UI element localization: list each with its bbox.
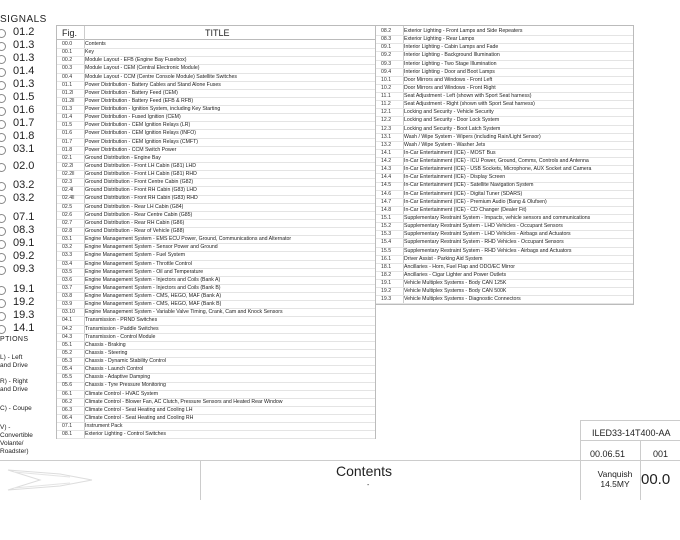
figure-number: 05.6 [62,382,73,389]
signals-heading: SIGNALS [0,14,47,25]
figure-number: 03.2 [62,244,73,251]
figure-title: Vehicle Multiplex Systems - Body CAN 125K [404,280,507,287]
figure-title: Power Distribution - Battery Feed (EFB & RFB) [85,97,194,104]
figure-title: Ground Distribution - Front RH Cabin (G83) LHD [85,187,197,194]
figure-title: Module Layout - EFB (Engine Bay Fusebox) [85,57,187,64]
figure-number: 01.3 [62,106,73,113]
figure-number: 01.7 [62,138,73,145]
signal-number: 03.2 [13,179,35,191]
signal-bullet-icon [0,107,6,116]
figure-title: Wash / Wipe System - Washer Jets [404,141,486,148]
figure-title: Climate Control - Seat Heating and Cooling RH [85,414,194,421]
figure-number: 09.1 [381,44,392,51]
figure-number: 10.2 [381,84,392,91]
figure-number: 03.5 [62,268,73,275]
figure-number: 15.5 [381,247,392,254]
figure-title: Exterior Lighting - Control Switches [85,431,167,438]
signal-number: 01.7 [13,117,35,129]
signal-bullet-icon [0,182,6,191]
signal-bullet-icon [0,240,6,249]
figure-number: 10.1 [381,76,392,83]
figure-title: Engine Management System - Oil and Temperature [85,268,204,275]
figure-title: Climate Control - HVAC System [85,390,159,397]
figure-title: Power Distribution - Fused Ignition (CEM) [85,114,181,121]
figure-title: Transmission - Control Module [85,333,156,340]
figure-title: Power Distribution - Ignition System, including Key Starting [85,106,221,113]
figure-title: Key [85,49,94,56]
version-number: 00.06.51 [590,449,626,459]
figure-number: 03.4 [62,260,73,267]
figure-number: 01.1 [62,81,73,88]
signal-number: 02.0 [13,160,35,172]
figure-title: Power Distribution - CEM Ignition Relays (CMFT) [85,138,198,145]
figure-number: 02.2ll [62,171,75,178]
figure-number: 02.4l [62,187,74,194]
figure-number: 07.1 [62,423,73,430]
figure-number: 09.2 [381,52,392,59]
figure-title: Ground Distribution - Front LH Cabin (G81) RHD [85,171,197,178]
figure-number: 15.3 [381,231,392,238]
signal-number: 01.3 [13,78,35,90]
figure-title: Supplementary Restraint System - RHD Vehicles - Airbags and Actuators [404,247,572,254]
figure-title: Engine Management System - Injectors and Coils (Bank B) [85,284,221,291]
figure-title: Chassis - Braking [85,341,126,348]
figure-title: Engine Management System - Sensor Power and Ground [85,244,218,251]
figure-number: 01.2l [62,89,74,96]
figure-number: 03.3 [62,252,73,259]
figure-number: 05.5 [62,374,73,381]
figure-title: Interior Lighting - Two Stage Illumination [404,60,497,67]
figure-number: 14.4 [381,174,392,181]
figure-number: 09.3 [381,60,392,67]
figure-number: 02.1 [62,154,73,161]
page-title: Contents [336,463,393,479]
figure-number: 03.6 [62,276,73,283]
signal-number: 19.2 [13,296,35,308]
signal-bullet-icon [0,94,6,103]
fig-column-header: Fig. [62,28,78,38]
figure-number: 01.2ll [62,97,75,104]
figure-number: 02.7 [62,219,73,226]
figure-title: Interior Lighting - Cabin Lamps and Fade [404,44,499,51]
figure-number: 00.1 [62,49,73,56]
figure-number: 14.8 [381,206,392,213]
signal-bullet-icon [0,55,6,64]
title-column-header: TITLE [205,28,230,38]
signal-bullet-icon [0,146,6,155]
figure-title: Chassis - Adaptive Damping [85,374,151,381]
signal-bullet-icon [0,68,6,77]
signal-number: 14.1 [13,322,35,334]
figure-title: Power Distribution - Battery Feed (CEM) [85,89,178,96]
figure-number: 14.7 [381,198,392,205]
figure-number: 11.1 [381,93,391,100]
figure-title: Exterior Lighting - Rear Lamps [404,36,475,43]
figure-title: Transmission - PRND Switches [85,317,158,324]
model-name: Vanquish [597,469,633,479]
figure-title: Ground Distribution - Front RH Cabin (G83) RHD [85,195,198,202]
signal-bullet-icon [0,81,6,90]
figure-title: In-Car Entertainment (ICE) - USB Sockets, Microphone, AUX Socket and Camera [404,166,592,173]
signal-number: 09.3 [13,263,35,275]
figure-number: 01.5 [62,122,73,129]
figure-title: Seat Adjustment - Right (shown with Sport Seat harness) [404,101,535,108]
figure-number: 02.6 [62,211,73,218]
page-title-dash: - [367,482,370,489]
option-line: C) - Coupe [0,405,32,412]
figure-title: Ancillaries - Cigar Lighter and Power Outlets [404,271,507,278]
figure-number: 05.1 [62,341,73,348]
figure-title: In-Car Entertainment (ICE) - Display Screen [404,174,506,181]
figure-number: 12.1 [381,109,392,116]
option-item [0,405,32,413]
figure-title: Contents [85,41,106,47]
figure-number: 14.5 [381,182,392,189]
figure-number: 08.1 [62,431,73,438]
signal-number: 01.8 [13,130,35,142]
figure-title: Locking and Security - Boot Latch System [404,125,501,132]
figure-number: 01.4 [62,114,73,121]
model-info [594,469,636,489]
figure-title: Module Layout - CEM (Central Electronic Module) [85,65,200,72]
signal-bullet-icon [0,312,6,321]
table-row[interactable] [57,430,375,439]
signal-bullet-icon [0,120,6,129]
signal-number: 08.3 [13,224,35,236]
figure-number: 08.3 [381,36,392,43]
signal-bullet-icon [0,227,6,236]
figure-number: 01.8 [62,146,73,153]
option-line: V) - [0,424,11,431]
option-line: Convertible [0,432,33,439]
figure-title: In-Car Entertainment (ICE) - Premium Audio (Bang & Olufsen) [404,198,547,205]
figure-title: Door Mirrors and Windows - Front Left [404,76,493,83]
figure-title: Climate Control - Blower Fan, AC Clutch, Pressure Sensors and Heated Rear Window [85,398,283,405]
figure-number: 19.1 [381,280,392,287]
figure-title: Locking and Security - Door Lock System [404,117,500,124]
signal-bullet-icon [0,325,6,334]
signal-number: 19.1 [13,283,35,295]
figure-title: Supplementary Restraint System - RHD Vehicles - Occupant Sensors [404,239,564,246]
figure-title: Interior Lighting - Background Illumination [404,52,500,59]
figure-number: 04.3 [62,333,73,340]
option-item [0,440,29,456]
figure-title: Transmission - Paddle Switches [85,325,159,332]
figure-number: 08.2 [381,28,392,34]
options-heading: PTIONS [0,336,29,343]
figure-title: In-Car Entertainment (ICE) - ICU Power, Ground, Comms, Controls and Antenna [404,158,589,165]
signal-number: 09.1 [13,237,35,249]
signal-bullet-icon [0,299,6,308]
figure-number: 13.1 [381,133,392,140]
figure-number: 06.2 [62,398,73,405]
figure-number: 00.4 [62,73,73,80]
figure-number: 02.5 [62,203,73,210]
figure-title: Supplementary Restraint System - LHD Vehicles - Occupant Sensors [404,223,563,230]
figure-title: In-Car Entertainment (ICE) - Digital Tuner (SDARS) [404,190,523,197]
signal-number: 01.3 [13,39,35,51]
figure-number: 18.2 [381,271,392,278]
figure-title: Engine Management System - CMS, HEGO, MAF (Bank A) [85,293,222,300]
figure-number: 12.3 [381,125,392,132]
figure-number: 14.2 [381,158,392,165]
signal-bullet-icon [0,29,6,38]
option-item [0,378,28,394]
figure-title: Engine Management System - Injectors and Coils (Bank A) [85,276,221,283]
figure-title: Engine Management System - CMS, HEGO, MAF (Bank B) [85,301,222,308]
figure-number: 04.2 [62,325,73,332]
figure-title: Driver Assist - Parking Aid System [404,255,483,262]
figure-number: 05.2 [62,349,73,356]
signal-bullet-icon [0,286,6,295]
figure-number: 19.3 [381,296,392,303]
figure-number: 16.1 [381,255,392,262]
signal-number: 07.1 [13,211,35,223]
figure-number: 15.4 [381,239,392,246]
signal-bullet-icon [0,163,6,172]
option-line: Volante/ [0,440,24,447]
figure-number: 02.4ll [62,195,75,202]
figure-number: 02.8 [62,227,73,234]
signal-bullet-icon [0,253,6,262]
figure-title: Climate Control - Seat Heating and Cooling LH [85,406,193,413]
figure-title: Engine Management System - Fuel System [85,252,186,259]
figure-title: In-Car Entertainment (ICE) - CD Changer (Dealer Fit) [404,206,527,213]
figure-number: 12.2 [381,117,392,124]
option-line: and Drive [0,386,28,393]
signal-number: 03.2 [13,192,35,204]
contents-table-left [56,25,376,439]
figure-number: 18.1 [381,263,392,270]
signal-number: 03.1 [13,143,35,155]
figure-title: Chassis - Tyre Pressure Monitoring [85,382,166,389]
figure-title: Vehicle Multiplex Systems - Body CAN 500K [404,288,507,295]
figure-title: Interior Lighting - Door and Boot Lamps [404,68,495,75]
signal-number: 01.5 [13,91,35,103]
option-line: R) - Right [0,378,28,385]
signal-number: 19.3 [13,309,35,321]
option-item [0,424,33,440]
figure-title: Engine Management System - EMS ECU Power, Ground, Communications and Alternator [85,236,292,243]
signal-number: 01.6 [13,104,35,116]
signal-bullet-icon [0,42,6,51]
figure-title: Ground Distribution - Rear RH Cabin (G86) [85,219,185,226]
figure-title: Ground Distribution - Rear Centre Cabin (G85) [85,211,193,218]
signal-bullet-icon [0,266,6,275]
figure-number: 00.0 [62,41,73,47]
figure-number: 15.2 [381,223,392,230]
option-line: and Drive [0,362,28,369]
figure-title: Ground Distribution - Engine Bay [85,154,161,161]
figure-number: 11.2 [381,101,391,108]
figure-title: Ground Distribution - Front LH Cabin (G81) LHD [85,162,196,169]
figure-number: 14.1 [381,149,392,156]
figure-title: Door Mirrors and Windows - Front Right [404,84,496,91]
figure-number: 03.10 [62,309,75,316]
signal-number: 01.2 [13,26,35,38]
figure-number: 06.1 [62,390,73,397]
figure-number: 06.3 [62,406,73,413]
figure-number: 00.3 [62,65,73,72]
figure-title: Supplementary Restraint System - Impacts, vehicle sensors and communications [404,214,591,221]
sheet-number: 001 [653,449,669,459]
figure-number: 00.2 [62,57,73,64]
figure-title: Seat Adjustment - Left (shown with Sport Seat harness) [404,93,532,100]
figure-title: Locking and Security - Vehicle Security [404,109,494,116]
signal-number: 01.4 [13,65,35,77]
figure-number: 05.3 [62,358,73,365]
figure-number: 03.1 [62,236,73,243]
signal-bullet-icon [0,133,6,142]
figure-title: Chassis - Dynamic Stability Control [85,358,167,365]
figure-number: 02.2l [62,162,74,169]
signal-number: 01.3 [13,52,35,64]
figure-number: 01.6 [62,130,73,137]
figure-number: 03.8 [62,293,73,300]
figure-title: Ground Distribution - Rear of Vehicle (G88) [85,227,185,234]
figure-title: Vehicle Multiplex Systems - Diagnostic Connectors [404,296,521,303]
figure-number: 14.6 [381,190,392,197]
figure-number: 19.2 [381,288,392,295]
figure-title: Ground Distribution - Rear LH Cabin (G84) [85,203,184,210]
figure-title: Power Distribution - CEM Ignition Relays (INFO) [85,130,196,137]
figure-title: Exterior Lighting - Front Lamps and Side Repeaters [404,28,523,34]
brand-logo [0,460,200,505]
figure-number: 13.2 [381,141,392,148]
figure-title: Chassis - Launch Control [85,366,144,373]
figure-title: Power Distribution - CCM Switch Power [85,146,177,153]
document-id: ILED33-14T400-AA [592,428,671,438]
signal-number: 09.2 [13,250,35,262]
figure-title: Wash / Wipe System - Wipers (including Rain/Light Sensor) [404,133,541,140]
figure-title: Instrument Pack [85,423,123,430]
page-code: 00.0 [641,471,671,488]
option-line: Roadster) [0,448,29,455]
option-line: L) - Left [0,354,23,361]
figure-number: 09.4 [381,68,392,75]
figure-number: 03.7 [62,284,73,291]
figure-title: Chassis - Steering [85,349,128,356]
contents-table-right [375,25,634,305]
table-row[interactable] [376,295,633,304]
figure-number: 03.9 [62,301,73,308]
figure-title: Supplementary Restraint System - LHD Vehicles - Airbags and Actuators [404,231,571,238]
figure-number: 05.4 [62,366,73,373]
figure-number: 14.3 [381,166,392,173]
signal-bullet-icon [0,195,6,204]
model-year: 14.5MY [600,479,630,489]
figure-title: Module Layout - CCM (Centre Console Module) Satellite Switches [85,73,237,80]
figure-title: Ancillaries - Horn, Fuel Flap and ODO/EC Mirror [404,263,515,270]
figure-title: Ground Distribution - Front Centre Cabin (G82) [85,179,194,186]
figure-title: Power Distribution - Battery Cables and Stand Alone Fuses [85,81,221,88]
figure-number: 06.4 [62,414,73,421]
figure-title: Engine Management System - Throttle Control [85,260,192,267]
figure-title: In-Car Entertainment (ICE) - Satellite Navigation System [404,182,534,189]
figure-number: 02.3 [62,179,73,186]
signal-bullet-icon [0,214,6,223]
figure-title: Power Distribution - CEM Ignition Relays (LR) [85,122,191,129]
figure-title: In-Car Entertainment (ICE) - MOST Bus [404,149,496,156]
figure-number: 15.1 [381,214,392,221]
option-item [0,354,28,370]
figure-number: 04.1 [62,317,73,324]
figure-title: Engine Management System - Variable Valve Timing, Crank, Cam and Knock Sensors [85,309,283,316]
